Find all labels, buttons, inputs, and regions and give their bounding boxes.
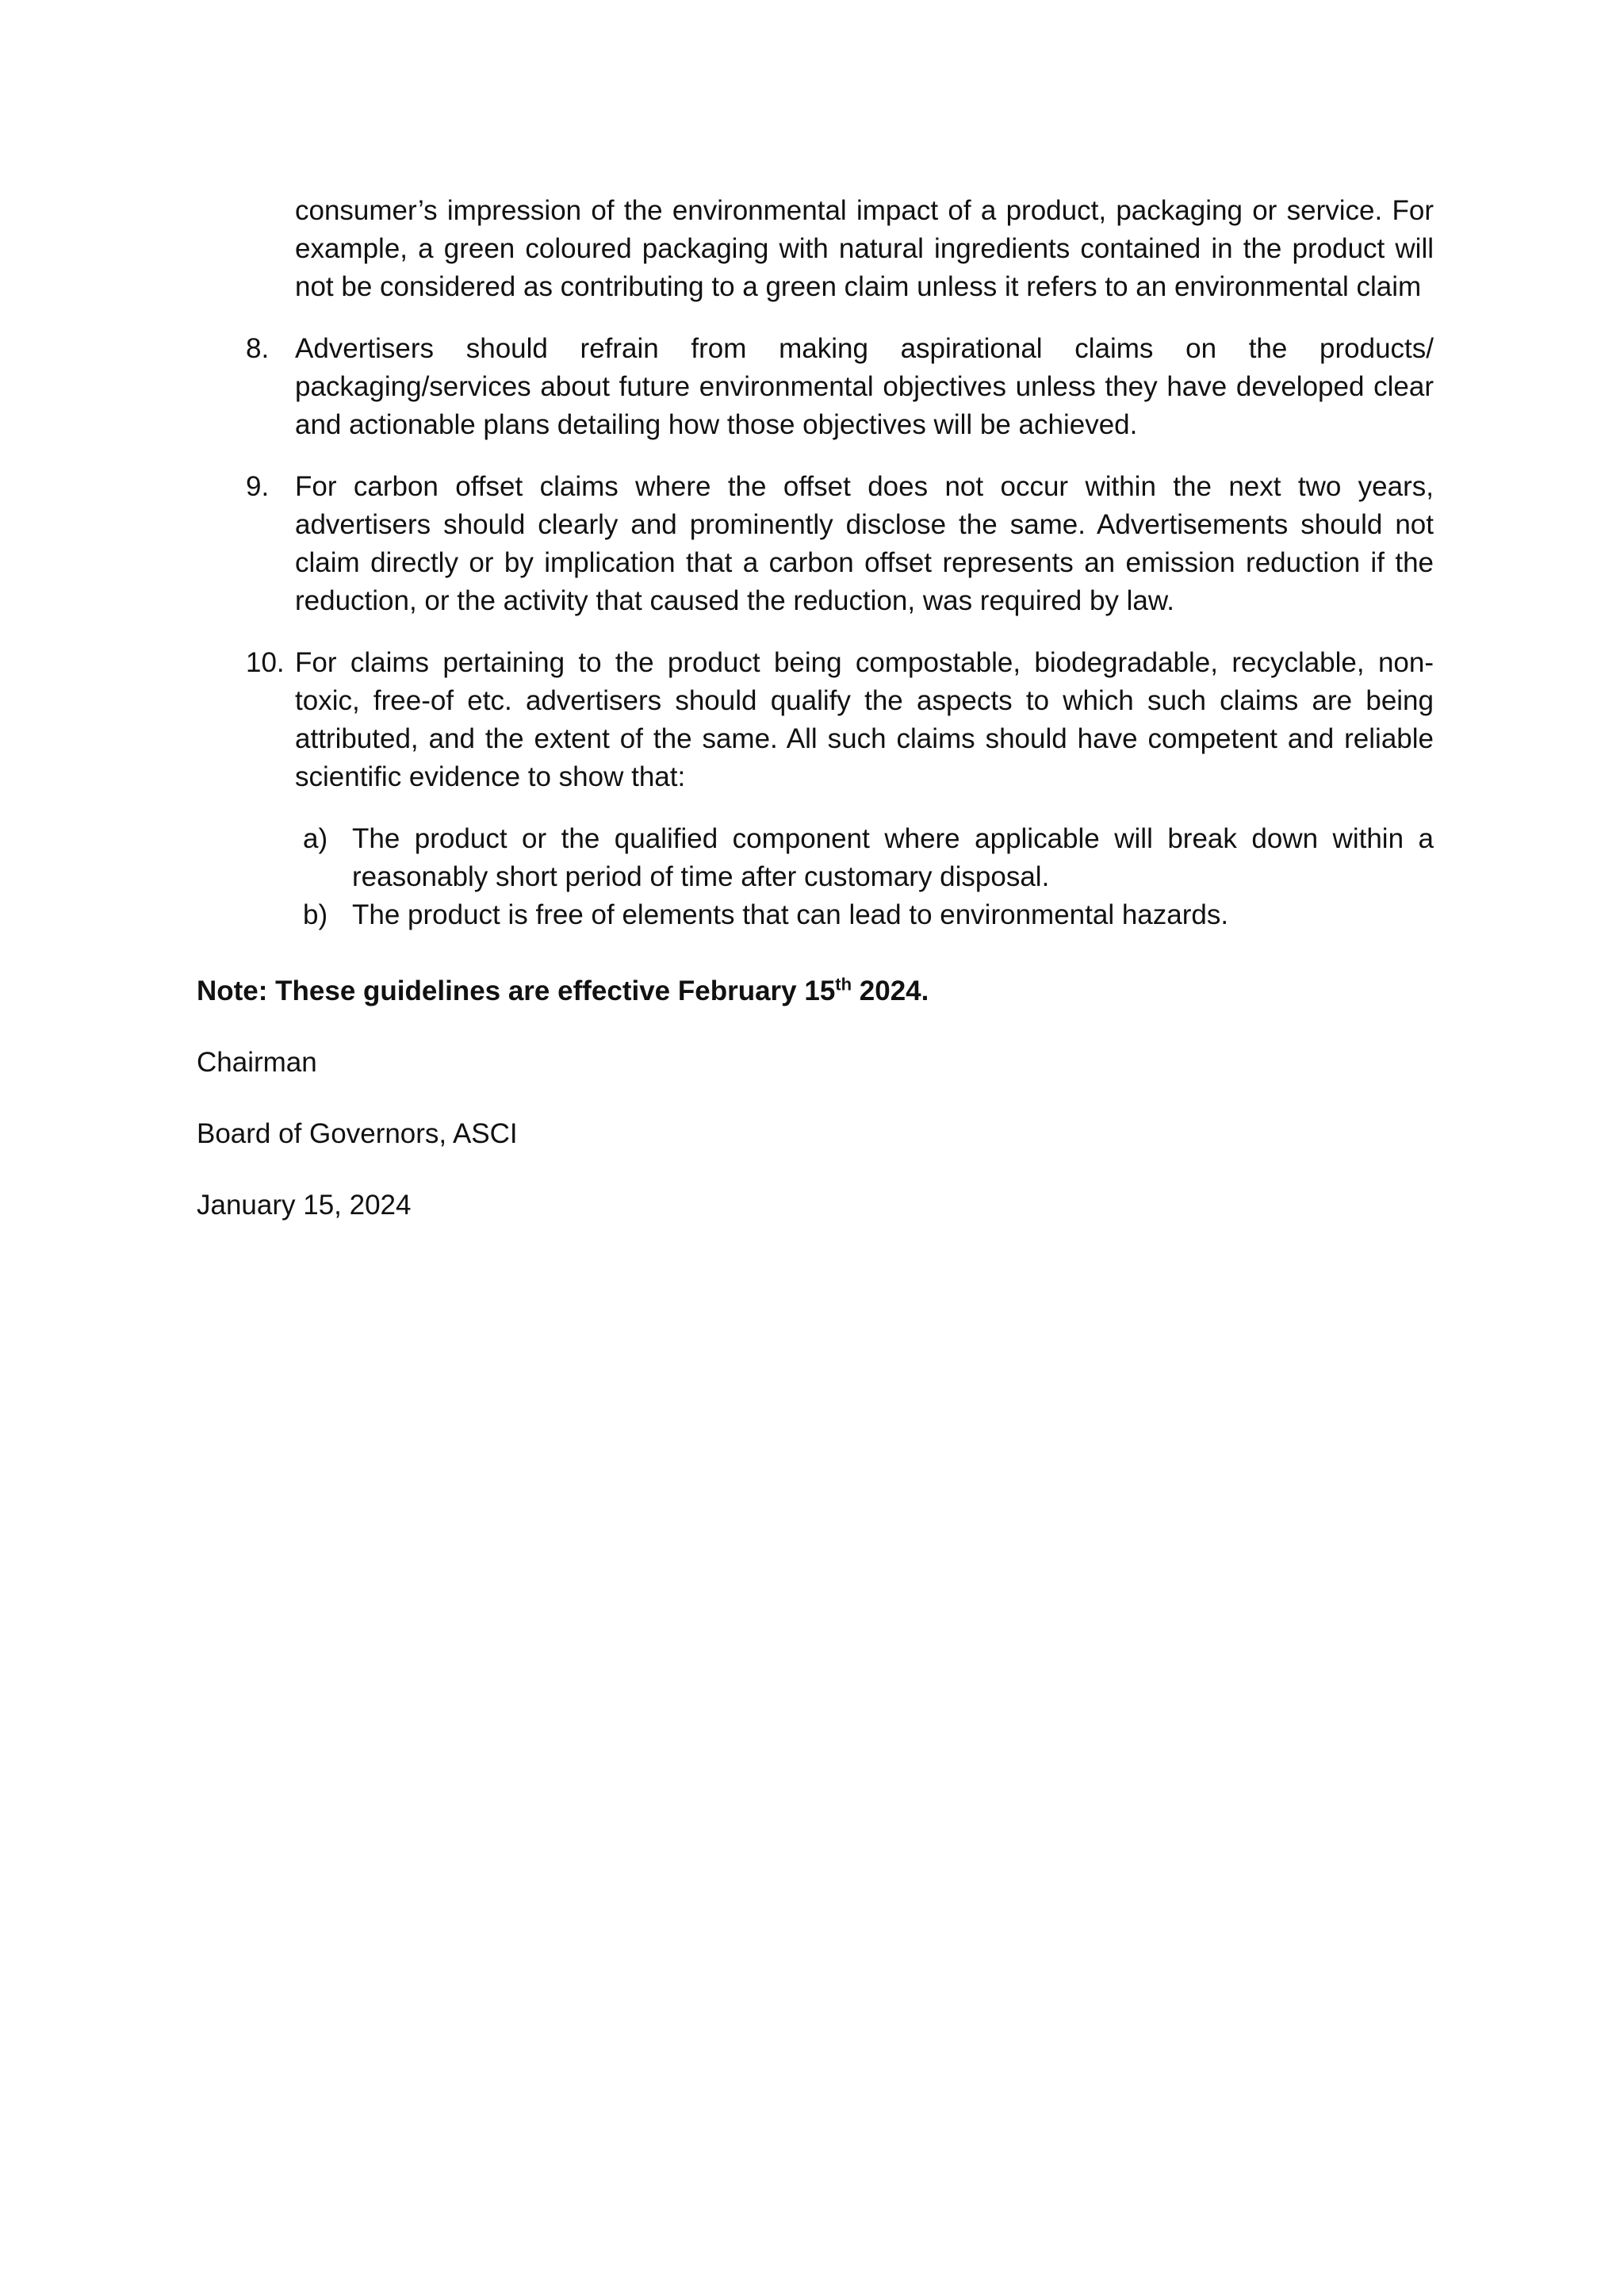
note-superscript: th <box>835 974 852 995</box>
note-prefix: Note: These guidelines are effective February 15 <box>197 976 836 1006</box>
sub-list <box>295 820 1434 934</box>
note-suffix: 2024. <box>852 976 929 1006</box>
list-item-8 <box>246 330 1434 444</box>
list-item-9 <box>246 468 1434 620</box>
sub-item-text: The product is free of elements that can lead to environmental hazards. <box>352 899 1229 930</box>
list-item-text: For claims pertaining to the product being compostable, biodegradable, recyclable, non-toxic, free-of etc. advertisers should qualify the aspects to which such claims are being attributed, and the extent of the same. All such claims should have competent and reliable scientific evidence to show that: <box>295 647 1434 792</box>
list-item-number: 8. <box>246 333 270 364</box>
signatory-title: Chairman <box>197 1047 317 1078</box>
continuation-paragraph: consumer’s impression of the environmental impact of a product, packaging or service. For example, a green coloured packaging with natural ingredients contained in the product will not be considered as contributing to a green claim unless it refers to an environmental claim <box>295 195 1434 302</box>
list-item-number: 9. <box>246 471 270 502</box>
signatory-board: Board of Governors, ASCI <box>197 1118 518 1149</box>
sub-item-b <box>303 896 1434 934</box>
sub-item-text: The product or the qualified component where applicable will break down within a reasonably short period of time after customary disposal. <box>352 823 1434 892</box>
list-item-text: Advertisers should refrain from making aspirational claims on the products/ packaging/services about future environmental objectives unless they have developed clear and actionable plans detailing how those objectives will be achieved. <box>295 333 1434 440</box>
signature-date: January 15, 2024 <box>197 1190 412 1221</box>
list-item-10 <box>246 644 1434 934</box>
document-body <box>197 192 1434 1225</box>
list-item-number: 10. <box>246 647 285 678</box>
effective-date-note <box>197 972 1434 1010</box>
sub-item-a <box>303 820 1434 896</box>
sub-item-letter: b) <box>303 899 328 930</box>
list-item-text: For carbon offset claims where the offset does not occur within the next two years, advertisers should clearly and prominently disclose the same. Advertisements should not claim directly or by implication that a carbon offset represents an emission reduction if the reduction, or the activity that caused the reduction, was required by law. <box>295 471 1434 616</box>
sub-item-letter: a) <box>303 823 328 854</box>
